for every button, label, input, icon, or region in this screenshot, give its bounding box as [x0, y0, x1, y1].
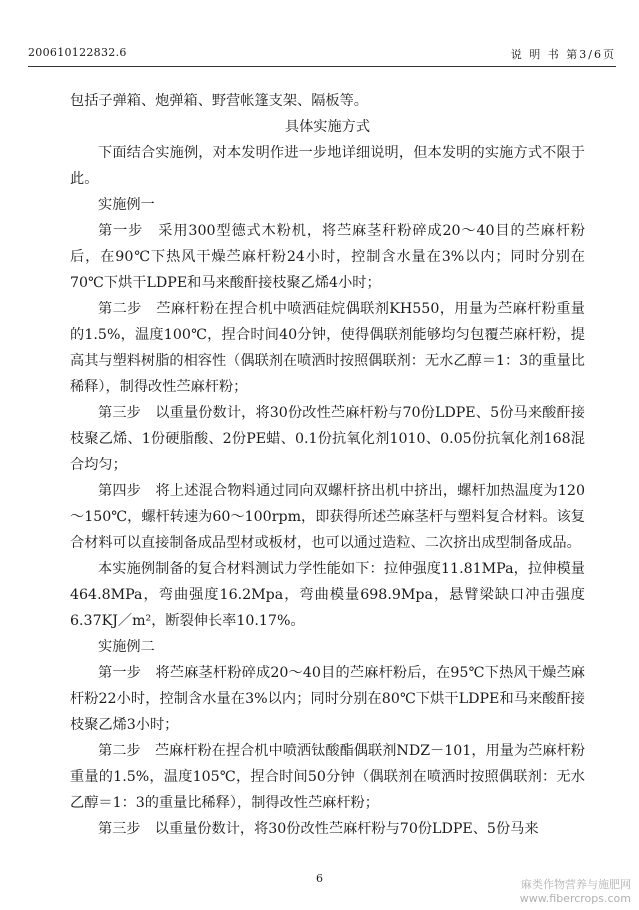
header-divider	[28, 66, 616, 67]
page-info: 说 明 书 第3/6页	[510, 48, 616, 61]
page-number: 6	[316, 872, 323, 885]
example-2-step-2: 第二步 苎麻杆粉在捏合机中喷洒钛酸酯偶联剂NDZ－101，用量为苎麻杆粉重量的1.5%，温度105℃，捏合时间50分钟（偶联剂在喷洒时按照偶联剂：无水乙醇＝1：3的重量比稀释），制得改性苎麻杆粉；	[70, 743, 585, 811]
page-header	[28, 46, 616, 62]
example-1-step-2: 第二步 苎麻杆粉在捏合机中喷洒硅烷偶联剂KH550，用量为苎麻杆粉重量的1.5%，温度100℃，捏合时间40分钟，使得偶联剂能够均匀包覆苎麻杆粉，提高其与塑料树脂的相容性（偶联剂在喷洒时按照偶联剂：无水乙醇＝1：3的重量比稀释），制得改性苎麻杆粉；	[70, 301, 585, 395]
example-2-step-1: 第一步 将苎麻茎杆粉碎成20～40目的苎麻杆粉后，在95℃下热风干燥苎麻杆粉22小时，控制含水量在3%以内；同时分别在80℃下烘干LDPE和马来酸酐接枝聚乙烯3小时；	[70, 665, 585, 733]
paragraph-continuation: 包括子弹箱、炮弹箱、野营帐篷支架、隔板等。	[70, 93, 368, 109]
watermark-site-name: 麻类作物营养与施肥网	[521, 878, 631, 891]
document-body	[70, 88, 585, 842]
example-1-step-4: 第四步 将上述混合物料通过同向双螺杆挤出机中挤出，螺杆加热温度为120～150℃，螺杆转速为60～100rpm，即获得所述苎麻茎杆与塑料复合材料。该复合材料可以直接制备成品型材或板材，也可以通过造粒、二次挤出成型制备成品。	[70, 483, 585, 551]
example-1-step-1: 第一步 采用300型德式木粉机，将苎麻茎秆粉碎成20～40目的苎麻杆粉后，在90℃下热风干燥苎麻杆粉24小时，控制含水量在3%以内；同时分别在70℃下烘干LDPE和马来酸酐接枝聚乙烯4小时；	[70, 223, 585, 291]
example-2-step-3: 第三步 以重量份数计，将30份改性苎麻杆粉与70份LDPE、5份马来	[98, 821, 539, 837]
patent-number: 200610122832.6	[28, 46, 127, 59]
watermark	[520, 878, 631, 906]
watermark-url: www.fibercrops.com	[519, 892, 631, 905]
section-heading: 具体实施方式	[284, 119, 371, 135]
example-2-heading: 实施例二	[98, 639, 155, 655]
paragraph-intro: 下面结合实施例，对本发明作进一步地详细说明，但本发明的实施方式不限于此。	[70, 145, 585, 187]
example-1-results: 本实施例制备的复合材料测试力学性能如下：拉伸强度11.81MPa，拉伸模量464.8MPa，弯曲强度16.2Mpa，弯曲模量698.9Mpa，悬臂梁缺口冲击强度6.37KJ／m²，断裂伸长率10.17%。	[70, 561, 585, 629]
example-1-heading: 实施例一	[98, 197, 155, 213]
example-1-step-3: 第三步 以重量份数计，将30份改性苎麻杆粉与70份LDPE、5份马来酸酐接枝聚乙烯、1份硬脂酸、2份PE蜡、0.1份抗氧化剂1010、0.05份抗氧化剂168混合均匀；	[70, 405, 585, 473]
